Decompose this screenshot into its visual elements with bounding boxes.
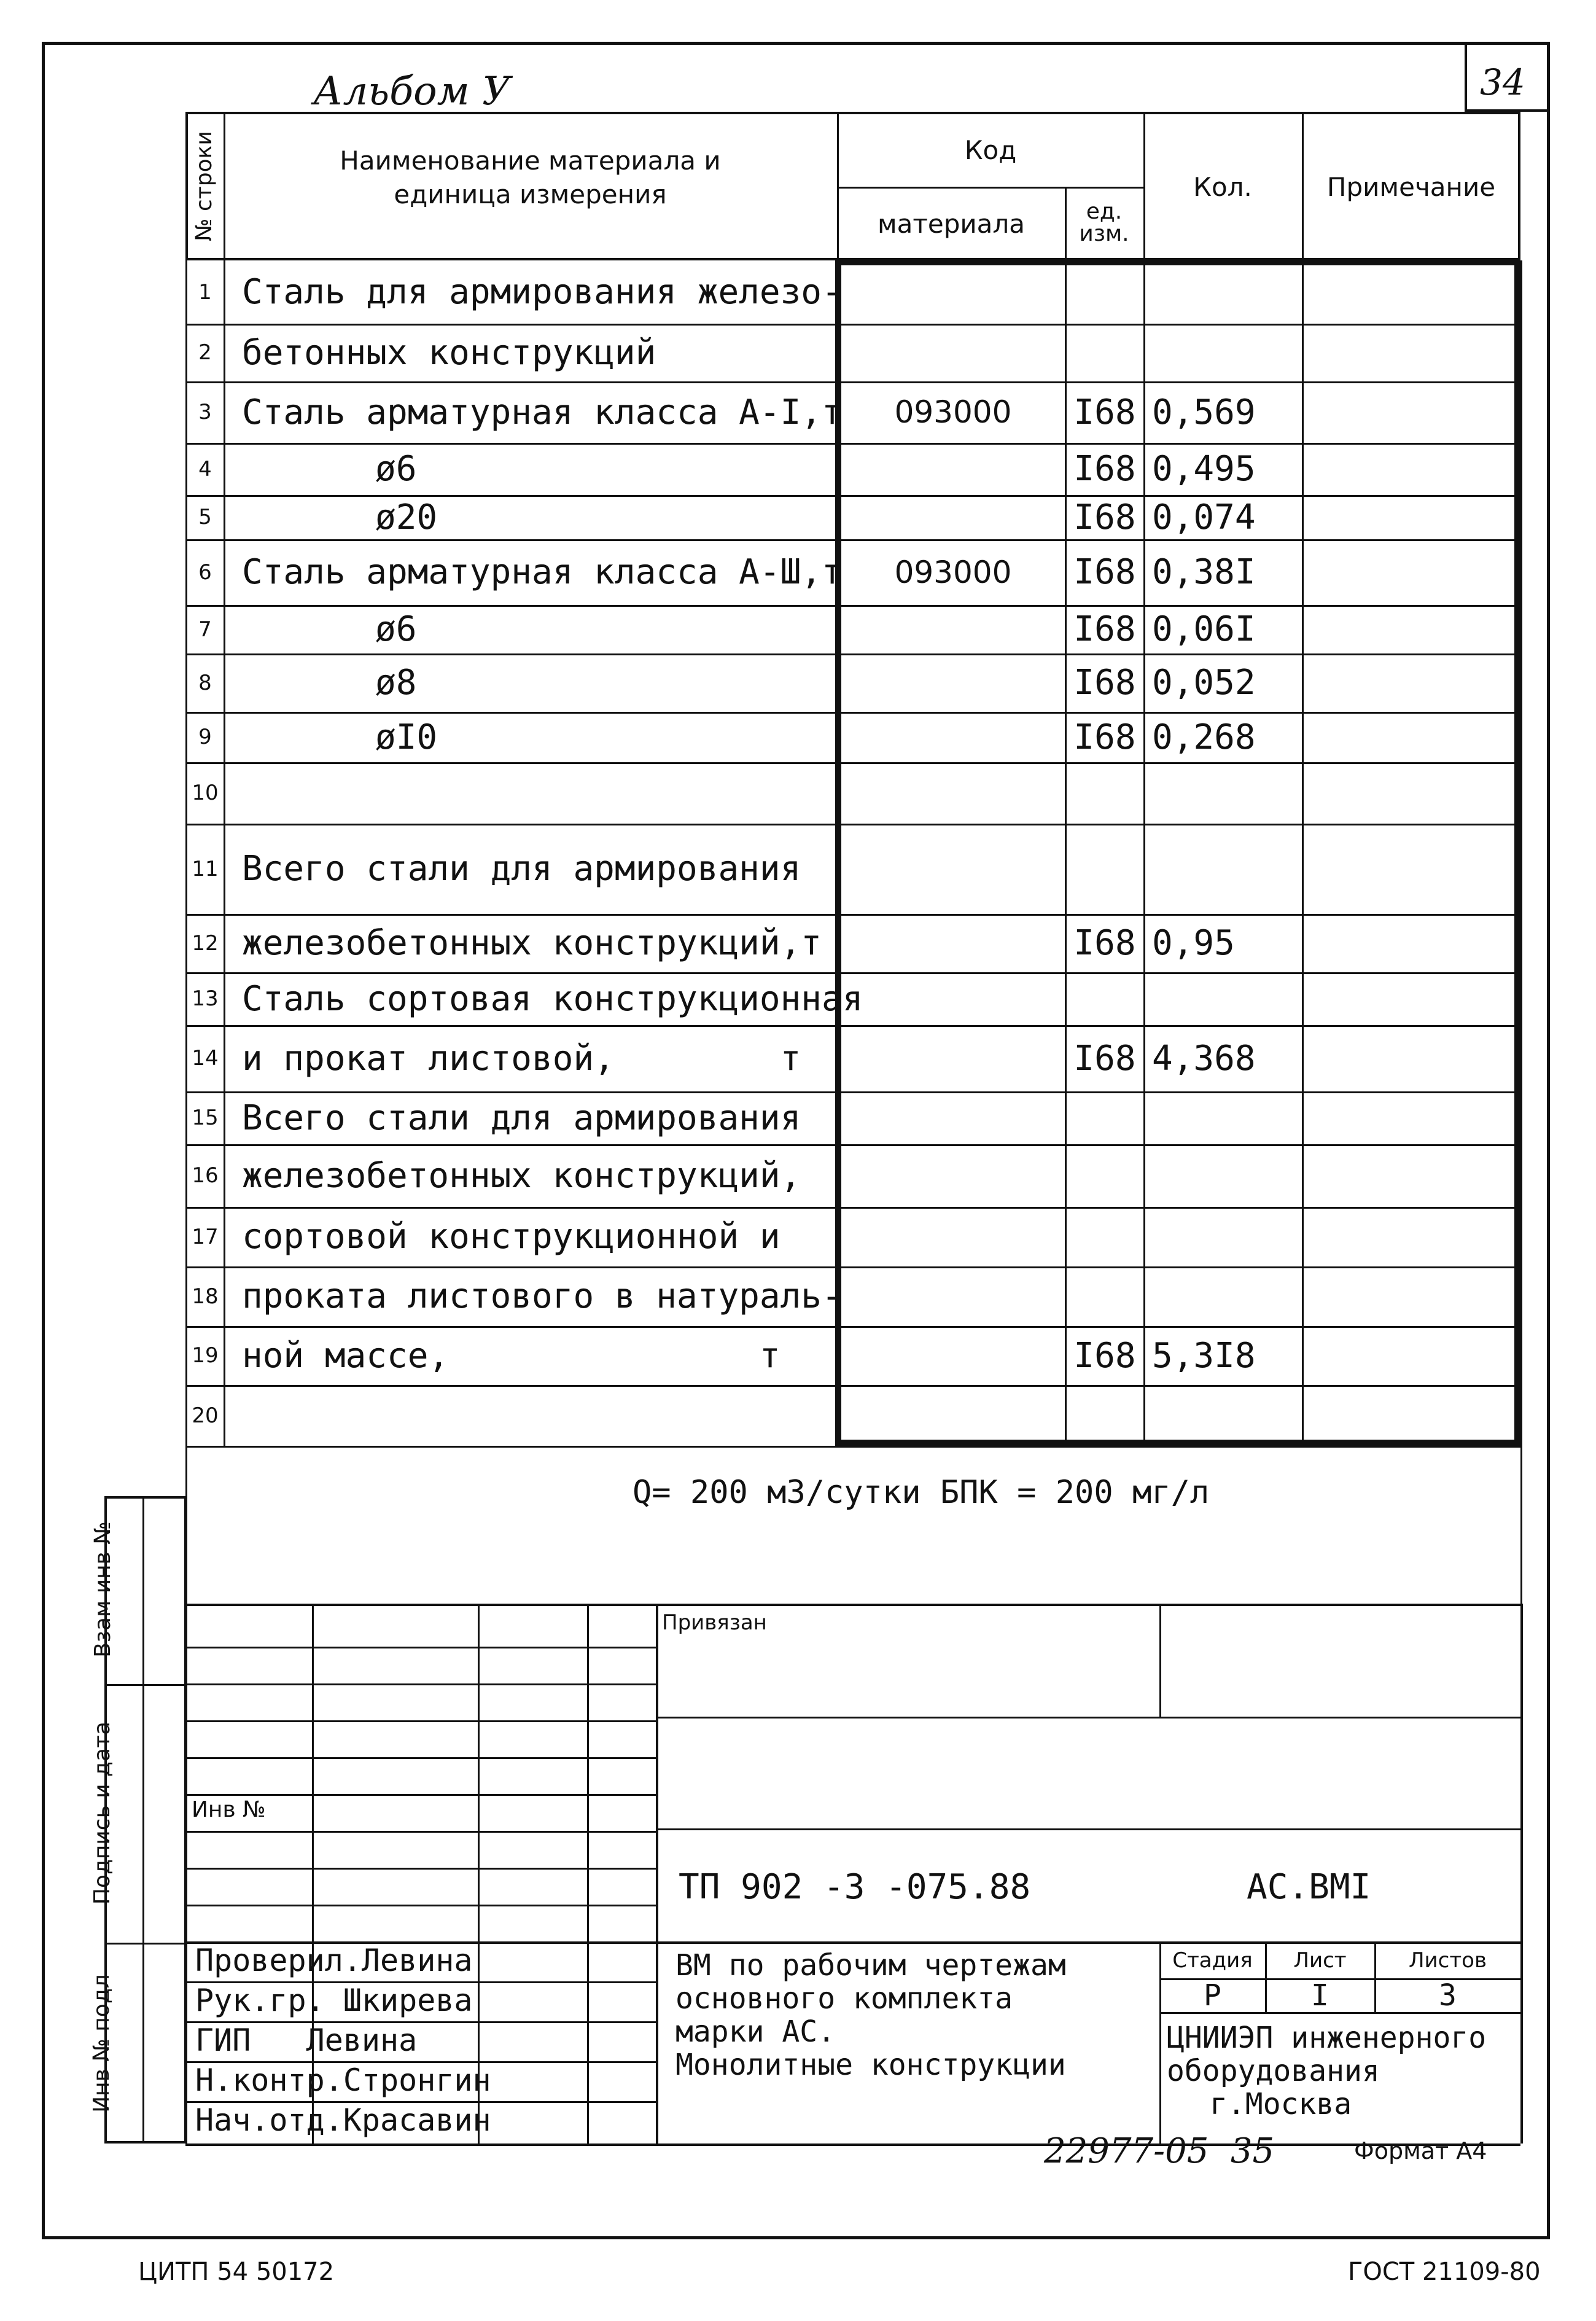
row-unit: [1067, 824, 1143, 914]
signature-line: Проверил.Левина: [195, 1943, 473, 1978]
header-note: Примечание: [1326, 171, 1496, 202]
row-number: 16: [192, 1163, 219, 1188]
row-material-code: [843, 972, 1064, 1025]
description-line: основного комплекта: [675, 1981, 1013, 2016]
row-qty: 5,3I8: [1152, 1335, 1256, 1376]
row-number: 2: [198, 340, 212, 365]
row-material-code: [843, 1326, 1064, 1385]
row-number: 5: [198, 505, 212, 529]
row-qty: [1146, 1091, 1301, 1144]
row-material-code: [843, 324, 1064, 381]
sheet-value: I: [1311, 1978, 1329, 2013]
row-name: ø20: [375, 497, 438, 537]
row-material-code: [843, 824, 1064, 914]
archive-stamp: 22977-05 35: [1044, 2131, 1275, 2171]
row-qty: [1146, 1144, 1301, 1207]
signature-line: Н.контр.Стронгин: [195, 2062, 491, 2098]
row-divider: [185, 1446, 1520, 1448]
row-unit: [1067, 260, 1143, 324]
document-mark: АС.ВМI: [1247, 1867, 1371, 1907]
inv-no-label: Инв №: [192, 1797, 266, 1822]
row-unit: I68: [1073, 1038, 1136, 1079]
row-name: ø8: [375, 663, 417, 703]
row-number: 10: [192, 781, 219, 805]
row-name: [225, 762, 835, 824]
description-line: марки АС.: [675, 2015, 836, 2049]
row-material-code: [843, 762, 1064, 824]
row-name: проката листового в натураль-: [242, 1276, 843, 1316]
row-name: железобетонных конструкций,: [242, 1155, 801, 1196]
footer-left-code: ЦИТП 54 50172: [138, 2258, 335, 2286]
row-qty: [1146, 1207, 1301, 1266]
side-vzam-inv: Взам инв №: [90, 1521, 115, 1658]
row-number: 19: [192, 1343, 219, 1368]
row-qty: 4,368: [1152, 1038, 1256, 1079]
row-qty: 0,95: [1152, 923, 1235, 963]
row-qty: 0,052: [1152, 663, 1256, 703]
row-qty: 0,38I: [1152, 552, 1256, 592]
row-number: 15: [192, 1106, 219, 1130]
flow-parameters: Q= 200 м3/сутки БПК = 200 мг/л: [633, 1474, 1210, 1511]
album-title: Альбом У: [313, 69, 511, 114]
row-unit: I68: [1073, 609, 1136, 649]
row-material-code: [843, 1091, 1064, 1144]
row-name: ø6: [375, 449, 417, 489]
row-material-code: [843, 1025, 1064, 1091]
row-qty: [1146, 762, 1301, 824]
header-material: материала: [877, 208, 1025, 239]
row-unit: [1067, 1385, 1143, 1446]
side-inv-podl: Инв № подл: [89, 1974, 114, 2113]
row-number: 6: [198, 560, 212, 585]
row-material-code: [843, 712, 1064, 762]
row-material-code: [843, 653, 1064, 712]
row-number: 1: [198, 279, 212, 305]
row-material-code: 093000: [894, 554, 1012, 590]
row-qty: 0,569: [1152, 392, 1256, 432]
row-qty: [1146, 1385, 1301, 1446]
row-number: 4: [198, 456, 212, 482]
row-name: железобетонных конструкций,т: [242, 923, 822, 963]
header-row-no: № строки: [192, 131, 217, 241]
signature-line: ГИП Левина: [195, 2023, 418, 2058]
signature-line: Нач.отд.Красавин: [195, 2102, 491, 2138]
row-unit: I68: [1073, 449, 1136, 489]
row-number: 11: [192, 856, 219, 881]
stage-value: Р: [1204, 1978, 1221, 2013]
header-unit: ед. изм.: [1079, 199, 1129, 246]
organization-line: ЦНИИЭП инженерного: [1167, 2021, 1487, 2055]
row-name: ø6: [375, 609, 417, 649]
row-name: Всего стали для армирования: [242, 849, 801, 889]
header-name: Наименование материала и единица измерения: [340, 146, 721, 209]
row-qty: [1146, 824, 1301, 914]
row-material-code: [843, 260, 1064, 324]
row-name: Сталь сортовая конструкционная: [242, 978, 863, 1019]
row-unit: [1067, 762, 1143, 824]
row-unit: I68: [1073, 663, 1136, 703]
signature-line: Рук.гр. Шкирева: [195, 1983, 473, 2018]
row-unit: I68: [1073, 552, 1136, 592]
row-name: ной массе, т: [242, 1335, 780, 1376]
description-line: ВМ по рабочим чертежам: [675, 1948, 1066, 1983]
sheet-number: 34: [1480, 61, 1525, 103]
row-name: Всего стали для армирования: [242, 1098, 801, 1138]
row-material-code: [843, 914, 1064, 972]
row-number: 3: [198, 400, 212, 424]
row-material-code: [843, 1266, 1064, 1326]
row-material-code: 093000: [894, 394, 1012, 430]
row-unit: [1067, 1144, 1143, 1207]
stage-label: Стадия: [1172, 1948, 1253, 1973]
sheets-label: Листов: [1408, 1948, 1487, 1973]
row-qty: 0,495: [1152, 449, 1256, 489]
row-name: Сталь для армирования железо-: [242, 272, 843, 312]
row-unit: I68: [1073, 717, 1136, 757]
sheets-value: 3: [1439, 1978, 1457, 2013]
format-label: Формат А4: [1354, 2137, 1487, 2164]
row-material-code: [843, 443, 1064, 495]
description-line: Монолитные конструкции: [675, 2048, 1066, 2082]
row-name: сортовой конструкционной и: [242, 1217, 780, 1257]
row-qty: [1146, 324, 1301, 381]
row-name: Сталь арматурная класса А-Ш,т: [242, 552, 843, 592]
row-number: 18: [192, 1284, 219, 1309]
row-unit: I68: [1073, 1335, 1136, 1376]
document-code: ТП 902 -3 -075.88: [679, 1867, 1031, 1907]
row-number: 20: [192, 1403, 219, 1428]
header-qty: Кол.: [1193, 171, 1252, 202]
organization-line: оборудования: [1167, 2054, 1380, 2088]
row-number: 8: [198, 670, 212, 695]
row-number: 17: [192, 1224, 219, 1249]
row-name: бетонных конструкций: [242, 332, 656, 373]
row-unit: I68: [1073, 497, 1136, 537]
row-name: и прокат листовой, т: [242, 1038, 801, 1079]
row-number: 14: [192, 1046, 219, 1071]
header-code: Код: [964, 135, 1017, 165]
row-material-code: [843, 1385, 1064, 1446]
row-qty: 0,06I: [1152, 609, 1256, 649]
sheet-label: Лист: [1293, 1948, 1347, 1973]
row-name: [225, 1385, 835, 1446]
row-unit: [1067, 324, 1143, 381]
row-unit: [1067, 972, 1143, 1025]
row-unit: [1067, 1266, 1143, 1326]
row-qty: 0,268: [1152, 717, 1256, 757]
row-qty: [1146, 260, 1301, 324]
row-material-code: [843, 495, 1064, 539]
row-number: 13: [192, 986, 219, 1011]
row-unit: I68: [1073, 923, 1136, 963]
row-name: øI0: [375, 717, 438, 757]
row-qty: [1146, 1266, 1301, 1326]
footer-gost: ГОСТ 21109-80: [1348, 2258, 1541, 2286]
row-material-code: [843, 605, 1064, 653]
row-number: 9: [198, 725, 212, 749]
row-qty: [1146, 972, 1301, 1025]
row-number: 7: [198, 617, 212, 642]
row-qty: 0,074: [1152, 497, 1256, 537]
row-unit: I68: [1073, 392, 1136, 432]
row-material-code: [843, 1207, 1064, 1266]
privyazan-label: Привязан: [662, 1610, 767, 1635]
row-unit: [1067, 1091, 1143, 1144]
row-name: Сталь арматурная класса А-I,т: [242, 392, 843, 432]
row-number: 12: [192, 930, 219, 956]
row-material-code: [843, 1144, 1064, 1207]
row-unit: [1067, 1207, 1143, 1266]
side-signature-date: Подпись и дата: [90, 1721, 115, 1905]
organization-line: г.Москва: [1210, 2087, 1352, 2121]
